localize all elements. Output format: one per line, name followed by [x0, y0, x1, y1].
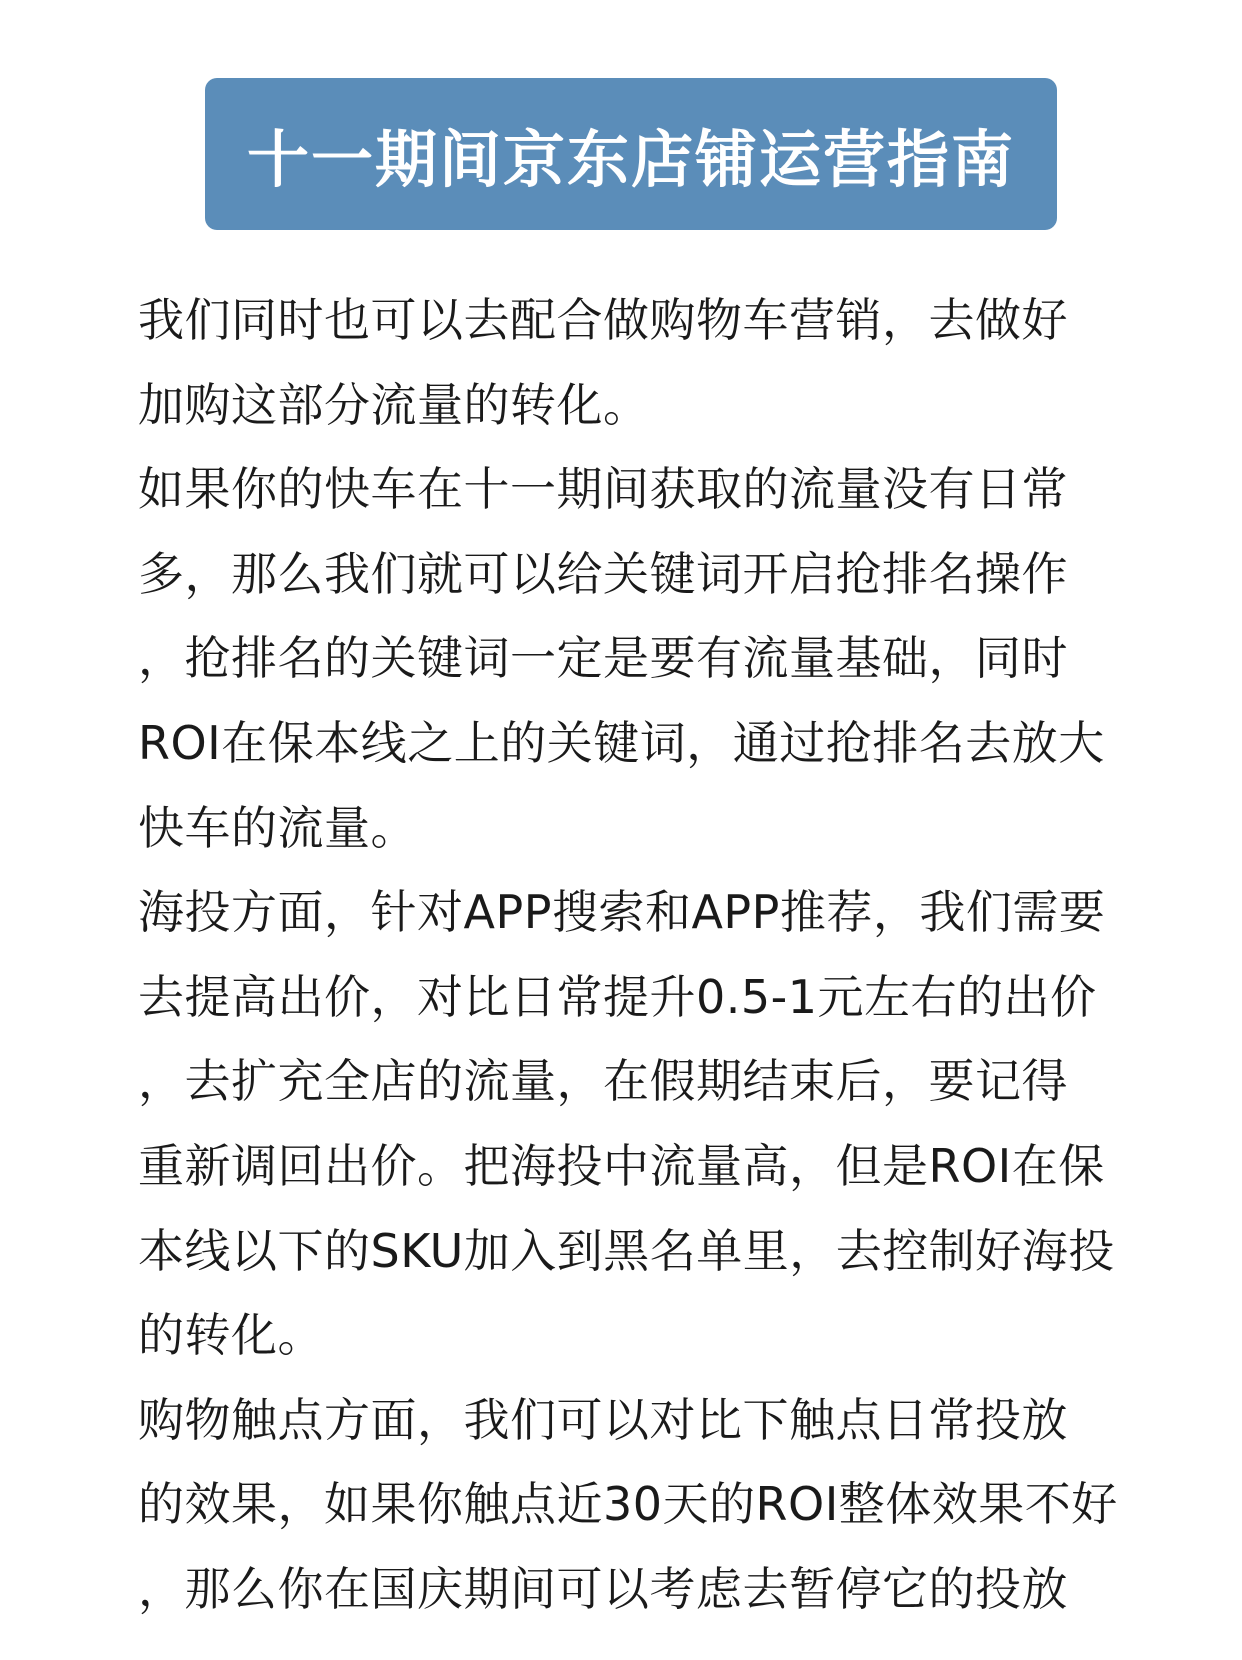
text-line: 去提高出价，对比日常提升0.5-1元左右的出价	[138, 969, 1097, 1024]
text-line: 重新调回出价。把海投中流量高，但是ROI在保	[138, 1138, 1105, 1193]
text-line: 的效果，如果你触点近30天的ROI整体效果不好	[138, 1477, 1118, 1532]
page-title: 十一期间京东店铺运营指南	[246, 122, 1015, 196]
text-line: 多，那么我们就可以给关键词开启抢排名操作	[138, 546, 1068, 601]
text-line: 快车的流量。	[138, 800, 417, 855]
article-body	[138, 278, 1138, 1632]
text-line: ，去扩充全店的流量，在假期结束后，要记得	[138, 1054, 1068, 1109]
text-line: 海投方面，针对APP搜索和APP推荐，我们需要	[138, 885, 1106, 940]
text-line: 购物触点方面，我们可以对比下触点日常投放	[138, 1392, 1068, 1447]
text-line: ，抢排名的关键词一定是要有流量基础，同时	[138, 631, 1068, 686]
text-line: 如果你的快车在十一期间获取的流量没有日常	[138, 462, 1068, 517]
text-line: 本线以下的SKU加入到黑名单里，去控制好海投	[138, 1223, 1115, 1278]
text-line: ROI在保本线之上的关键词，通过抢排名去放大	[138, 715, 1105, 770]
text-line: 我们同时也可以去配合做购物车营销，去做好	[138, 293, 1068, 347]
text-line: 加购这部分流量的转化。	[138, 377, 650, 432]
text-line: ，那么你在国庆期间可以考虑去暂停它的投放	[138, 1561, 1068, 1616]
title-banner	[205, 78, 1057, 230]
text-line: 的转化。	[138, 1308, 324, 1363]
